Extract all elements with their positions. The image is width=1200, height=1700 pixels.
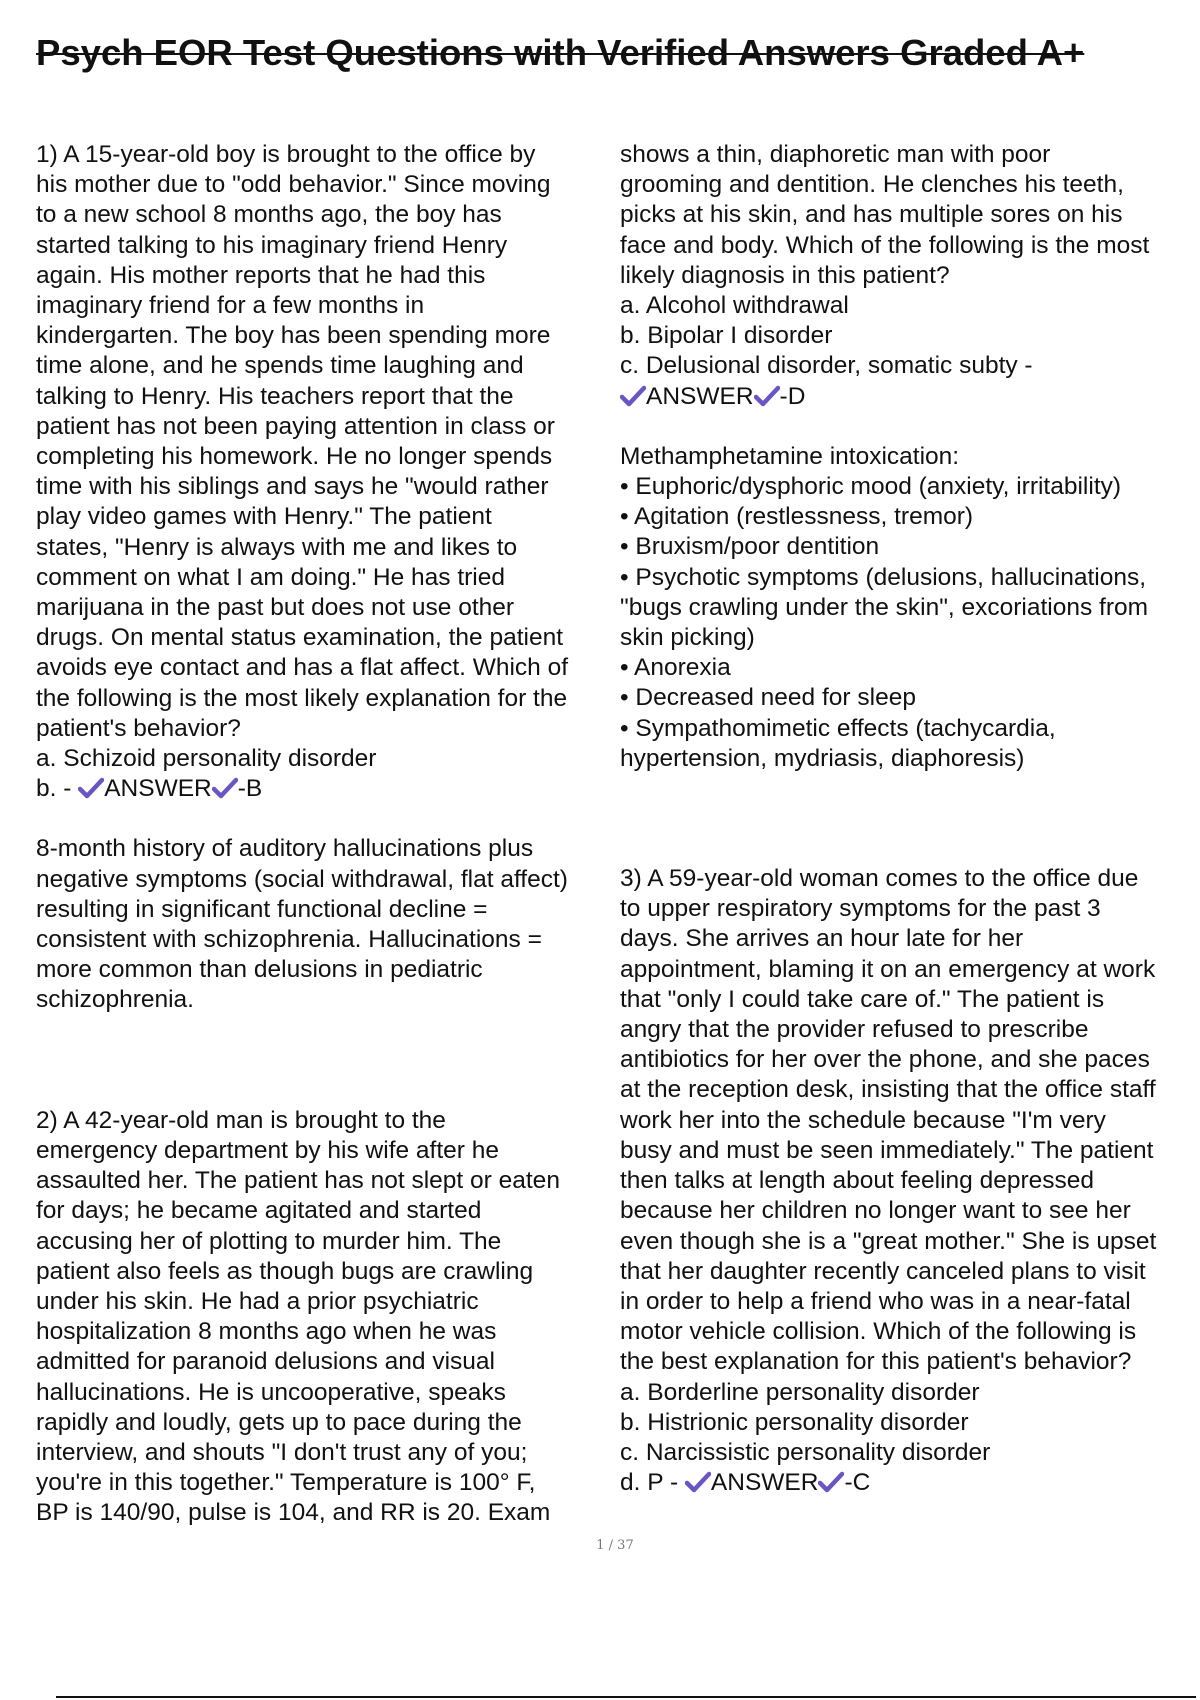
- text-line: comment on what I am doing." He has tried: [36, 563, 505, 591]
- text-line: skin picking): [620, 624, 755, 652]
- text-line: face and body. Which of the following is the most: [620, 231, 1150, 259]
- answer-value: -D: [779, 382, 806, 410]
- answer-value: -C: [844, 1469, 871, 1497]
- text-line: even though she is a "great mother." She is upset: [620, 1227, 1157, 1255]
- question-2: [36, 1106, 611, 1529]
- question-1-explanation: [36, 834, 611, 1015]
- text-line: consistent with schizophrenia. Hallucinations =: [36, 926, 542, 954]
- text-line: to upper respiratory symptoms for the past 3: [620, 895, 1101, 923]
- text-line: negative symptoms (social withdrawal, flat affect): [36, 865, 568, 893]
- text-line: appointment, blaming it on an emergency at work: [620, 955, 1156, 983]
- text-line: accusing her of plotting to murder him. The: [36, 1227, 502, 1255]
- text-line: time alone, and he spends time laughing and: [36, 352, 524, 380]
- text-line: • Psychotic symptoms (delusions, hallucinations,: [620, 563, 1147, 591]
- text-line: schizophrenia.: [36, 986, 194, 1014]
- question-3: [620, 864, 1195, 1468]
- text-line: rapidly and loudly, gets up to pace during the: [36, 1408, 522, 1436]
- text-line: likely diagnosis in this patient?: [620, 261, 950, 289]
- question-1: [36, 140, 611, 774]
- text-line: to a new school 8 months ago, the boy has: [36, 201, 502, 229]
- text-line: b. Histrionic personality disorder: [620, 1408, 969, 1436]
- text-line: states, "Henry is always with me and likes to: [36, 533, 518, 561]
- text-line: Methamphetamine intoxication:: [620, 442, 960, 470]
- text-line: • Agitation (restlessness, tremor): [620, 503, 974, 531]
- text-line: a. Borderline personality disorder: [620, 1378, 980, 1406]
- text-line: in order to help a friend who was in a near-fatal: [620, 1287, 1131, 1315]
- text-line: • Bruxism/poor dentition: [620, 533, 880, 561]
- text-line: • Sympathomimetic effects (tachycardia,: [620, 714, 1056, 742]
- text-line: that "only I could take care of." The patient is: [620, 985, 1105, 1013]
- question-2-answer: [620, 382, 1195, 412]
- text-line: patient's behavior?: [36, 714, 241, 742]
- text-line: a. Schizoid personality disorder: [36, 745, 377, 773]
- text-line: admitted for paranoid delusions and visual: [36, 1348, 495, 1376]
- text-line: b. Bipolar I disorder: [620, 322, 833, 350]
- text-line: shows a thin, diaphoretic man with poor: [620, 141, 1051, 168]
- text-line: angry that the provider refused to prescribe: [620, 1016, 1089, 1044]
- text-line: patient also feels as though bugs are crawling: [36, 1257, 534, 1285]
- text-line: talking to Henry. His teachers report that the: [36, 382, 514, 410]
- text-line: interview, and shouts "I don't trust any of you;: [36, 1438, 528, 1466]
- text-line: • Anorexia: [620, 654, 731, 682]
- question-2-explanation: [620, 442, 1195, 774]
- document-title: Psych EOR Test Questions with Verified Answers Graded A+: [36, 32, 1085, 73]
- text-line: under his skin. He had a prior psychiatric: [36, 1287, 479, 1315]
- text-line: • Euphoric/dysphoric mood (anxiety, irritability): [620, 473, 1122, 501]
- text-line: 1) A 15-year-old boy is brought to the office by: [36, 141, 536, 168]
- checkmark-icon: [212, 777, 238, 799]
- right-column: [620, 140, 1195, 1498]
- text-line: drugs. On mental status examination, the patient: [36, 624, 564, 652]
- text-line: 2) A 42-year-old man is brought to the: [36, 1106, 446, 1134]
- text-line: completing his homework. He no longer spends: [36, 443, 553, 471]
- checkmark-icon: [818, 1471, 844, 1493]
- text-line: kindergarten. The boy has been spending more: [36, 322, 551, 350]
- text-line: at the reception desk, insisting that the office staff: [620, 1076, 1156, 1104]
- text-line: 8-month history of auditory hallucinations plus: [36, 835, 534, 863]
- text-line: for days; he became agitated and started: [36, 1197, 482, 1225]
- text-line: marijuana in the past but does not use other: [36, 594, 515, 622]
- text-line: picks at his skin, and has multiple sores on his: [620, 201, 1123, 229]
- text-line: a. Alcohol withdrawal: [620, 292, 849, 320]
- text-line: hallucinations. He is uncooperative, speaks: [36, 1378, 506, 1406]
- text-line: time with his siblings and says he "would rather: [36, 473, 549, 501]
- answer-label: ANSWER: [104, 775, 212, 803]
- text-line: you're in this together." Temperature is 100° F,: [36, 1469, 536, 1497]
- text-line: play video games with Henry." The patient: [36, 503, 492, 531]
- text-line: motor vehicle collision. Which of the following is: [620, 1318, 1137, 1346]
- checkmark-icon: [78, 777, 104, 799]
- text-line: hospitalization 8 months ago when he was: [36, 1318, 497, 1346]
- question-1-answer: [36, 774, 611, 804]
- text-line: 3) A 59-year-old woman comes to the office due: [620, 865, 1139, 893]
- page-number: 1 / 37: [596, 1538, 634, 1553]
- answer-value: -B: [237, 775, 263, 803]
- text-line: grooming and dentition. He clenches his teeth,: [620, 171, 1124, 199]
- text-line: "bugs crawling under the skin", excoriations from: [620, 593, 1149, 621]
- text-line: assaulted her. The patient has not slept or eaten: [36, 1167, 560, 1195]
- footer-divider: [56, 1696, 1196, 1698]
- checkmark-icon: [685, 1471, 711, 1493]
- text-line: imaginary friend for a few months in: [36, 292, 425, 320]
- text-line: because her children no longer want to see her: [620, 1197, 1131, 1225]
- text-line: emergency department by his wife after he: [36, 1136, 500, 1164]
- text-line: patient has not been paying attention in class or: [36, 412, 555, 440]
- text-line: • Decreased need for sleep: [620, 684, 916, 712]
- text-line: that her daughter recently canceled plans to visit: [620, 1257, 1146, 1285]
- answer-prefix: b. -: [36, 775, 72, 803]
- answer-label: ANSWER: [646, 382, 754, 410]
- question-3-answer: [620, 1468, 1195, 1498]
- answer-label: ANSWER: [710, 1469, 819, 1497]
- text-line: days. She arrives an hour late for her: [620, 925, 1024, 953]
- text-line: antibiotics for her over the phone, and she paces: [620, 1046, 1150, 1074]
- text-line: BP is 140/90, pulse is 104, and RR is 20. Exam: [36, 1499, 551, 1527]
- question-2-continued: [620, 140, 1195, 382]
- text-line: c. Narcissistic personality disorder: [620, 1438, 991, 1466]
- checkmark-icon: [620, 385, 646, 407]
- text-line: the following is the most likely explanation for the: [36, 684, 568, 712]
- answer-prefix: d. P -: [620, 1469, 679, 1497]
- left-column: [36, 140, 611, 1529]
- checkmark-icon: [754, 385, 780, 407]
- text-line: busy and must be seen immediately." The patient: [620, 1136, 1154, 1164]
- text-line: work her into the schedule because "I'm very: [620, 1106, 1106, 1134]
- text-line: c. Delusional disorder, somatic subty -: [620, 352, 1033, 380]
- text-line: the best explanation for this patient's behavior?: [620, 1348, 1132, 1376]
- text-line: again. His mother reports that he had this: [36, 261, 486, 289]
- text-line: started talking to his imaginary friend Henry: [36, 231, 508, 259]
- text-line: resulting in significant functional decline =: [36, 895, 488, 923]
- text-line: then talks at length about feeling depressed: [620, 1167, 1095, 1195]
- text-line: his mother due to "odd behavior." Since moving: [36, 171, 551, 199]
- text-line: more common than delusions in pediatric: [36, 956, 483, 984]
- text-line: hypertension, mydriasis, diaphoresis): [620, 744, 1025, 772]
- text-line: avoids eye contact and has a flat affect. Which of: [36, 654, 569, 682]
